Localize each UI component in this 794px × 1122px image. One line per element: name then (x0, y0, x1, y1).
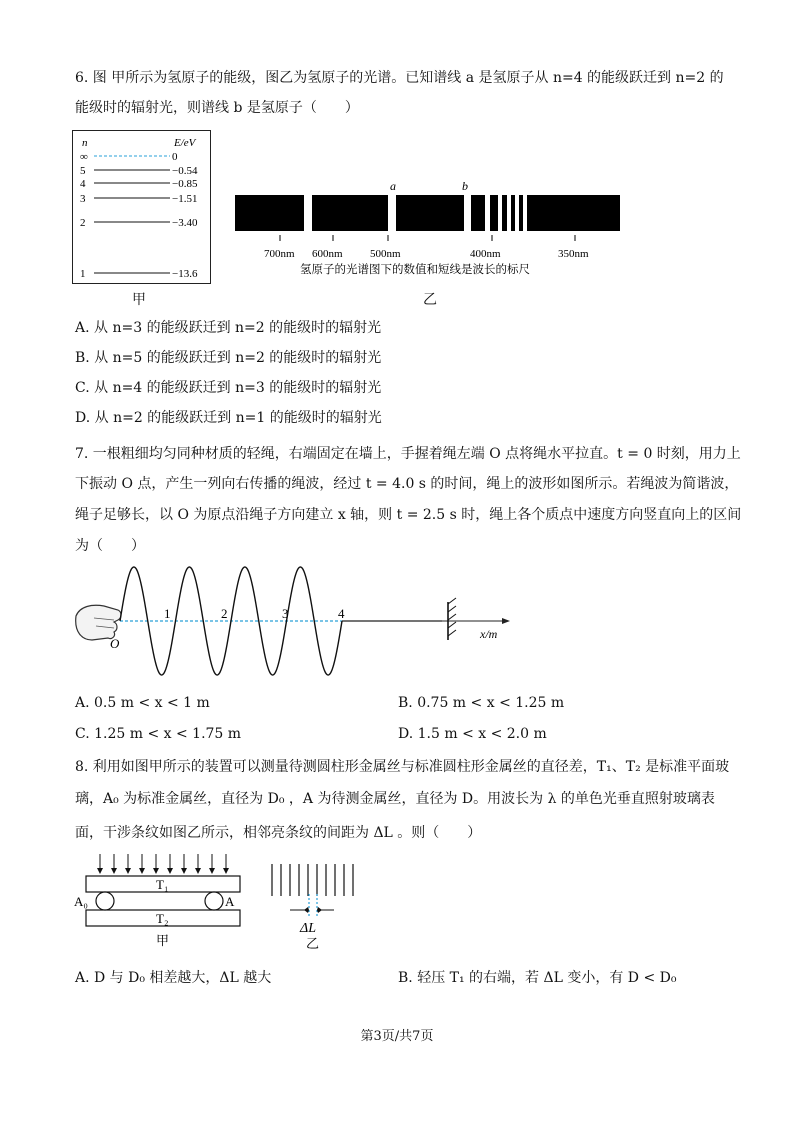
q7-stem-line-2: 下振动 O 点，产生一列向右传播的绳波，经过 t = 4.0 s 的时间，绳上的波形如图所示。若绳波为简谐波， (75, 476, 739, 492)
tick-label-700: 700nm (264, 248, 295, 260)
label-a0: A₀ (74, 894, 88, 909)
interference-apparatus (72, 850, 252, 955)
energy-level-e: −1.51 (172, 193, 198, 205)
page-footer: 第3页/共7页 (360, 1029, 434, 1044)
incident-light-arrows (97, 854, 229, 874)
header-n: n (82, 137, 88, 149)
spectrum-band (471, 195, 485, 231)
light-arrow-icon (181, 868, 187, 874)
q6-option-a[interactable]: A. 从 n=3 的能级跃迁到 n=2 的能级时的辐射光 (75, 320, 382, 336)
spectrum-note: 氢原子的光谱图下的数值和短线是波长的标尺 (300, 264, 530, 275)
spectrum-band (511, 195, 515, 231)
label-t1: T₁ (156, 877, 169, 892)
fig-jia-caption-q8: 甲 (156, 933, 170, 948)
tick-label-500: 500nm (370, 248, 401, 260)
fringe-lines (272, 864, 353, 896)
tick-label-350: 350nm (558, 248, 589, 260)
label-delta-l: ΔL (300, 921, 317, 936)
hand-icon (76, 605, 121, 640)
dl-arrow-right-icon (317, 907, 322, 913)
energy-level-n: ∞ (80, 151, 88, 163)
energy-level-n: 5 (80, 165, 86, 177)
spectrum-band (235, 195, 304, 231)
energy-level-n: 3 (80, 193, 86, 205)
energy-level-n: 2 (80, 217, 86, 229)
light-arrow-icon (195, 868, 201, 874)
energy-level-e: −3.40 (172, 217, 198, 229)
q8-stem-line-1: 8. 利用如图甲所示的装置可以测量待测圆柱形金属丝与标准圆柱形金属丝的直径差，T₁、T₂ 是标准平面玻 (75, 759, 730, 775)
spectrum-band (527, 195, 620, 231)
interference-fringes (262, 858, 372, 953)
fixed-wall-icon (448, 598, 456, 640)
tick-label-400: 400nm (470, 248, 501, 260)
light-arrow-icon (167, 868, 173, 874)
wavelength-scale (264, 235, 589, 260)
q8-stem-line-3: 面，干涉条纹如图乙所示，相邻亮条纹的间距为 ΔL 。则（ ） (75, 825, 482, 841)
q7-stem-line-4: 为（ ） (75, 538, 145, 554)
x-axis-arrow-icon (502, 618, 510, 624)
fig-yi-caption-q6: 乙 (423, 292, 437, 308)
light-arrow-icon (209, 868, 215, 874)
spectrum-band (502, 195, 507, 231)
energy-level-e: −0.85 (172, 178, 198, 190)
q7-stem-line-1: 7. 一根粗细均匀同种材质的轻绳，右端固定在墙上，手握着绳左端 O 点将绳水平拉直。t = 0 时刻，用力上 (75, 446, 741, 462)
energy-level-e: −13.6 (172, 268, 198, 280)
q6-option-b[interactable]: B. 从 n=5 的能级跃迁到 n=2 的能级时的辐射光 (75, 350, 382, 366)
energy-level-e: −0.54 (172, 165, 198, 177)
axis-label-x: x/m (480, 627, 498, 641)
q7-stem-line-3: 绳子足够长，以 O 为原点沿绳子方向建立 x 轴，则 t = 2.5 s 时，绳上各个质点中速度方向竖直向上的区间 (75, 507, 742, 523)
origin-label: O (110, 636, 120, 651)
q6-option-d[interactable]: D. 从 n=2 的能级跃迁到 n=1 的能级时的辐射光 (75, 410, 382, 426)
dl-arrow-left-icon (304, 907, 309, 913)
energy-diagram-frame (73, 131, 211, 284)
header-e: E/eV (174, 137, 196, 149)
fig-yi-caption-q8: 乙 (306, 936, 320, 951)
light-arrow-icon (111, 868, 117, 874)
energy-level-n: 4 (80, 178, 86, 190)
q8-option-b[interactable]: B. 轻压 T₁ 的右端，若 ΔL 变小，有 D < D₀ (398, 970, 677, 986)
spectrum-band (490, 195, 498, 231)
q7-option-d[interactable]: D. 1.5 m < x < 2.0 m (398, 726, 547, 742)
axis-mark-4: 4 (338, 606, 345, 621)
q6-stem-line-1: 6. 图 甲所示为氢原子的能级，图乙为氢原子的光谱。已知谱线 a 是氢原子从 n=4 的能级跃迁到 n=2 的 (75, 70, 724, 86)
rope-wave-figure (70, 560, 530, 680)
light-arrow-icon (153, 868, 159, 874)
q7-option-c[interactable]: C. 1.25 m < x < 1.75 m (75, 726, 242, 742)
spectrum-label-a: a (390, 179, 396, 193)
light-arrow-icon (139, 868, 145, 874)
tick-label-600: 600nm (312, 248, 343, 260)
light-arrow-icon (223, 868, 229, 874)
q7-option-b[interactable]: B. 0.75 m < x < 1.25 m (398, 695, 565, 711)
rope-wave-curve (120, 567, 342, 675)
q7-option-a[interactable]: A. 0.5 m < x < 1 m (75, 695, 210, 711)
energy-level-e: 0 (172, 151, 178, 163)
hydrogen-spectrum (230, 175, 630, 275)
wire-a (205, 892, 223, 910)
spectrum-band (519, 195, 523, 231)
spectrum-band (396, 195, 464, 231)
spectrum-label-b: b (462, 179, 468, 193)
q8-option-a[interactable]: A. D 与 D₀ 相差越大，ΔL 越大 (75, 970, 272, 986)
wire-a0 (96, 892, 114, 910)
q6-option-c[interactable]: C. 从 n=4 的能级跃迁到 n=3 的能级时的辐射光 (75, 380, 382, 396)
label-t2: T₂ (156, 911, 169, 926)
spectrum-bands (235, 195, 620, 231)
q8-stem-line-2: 璃，A₀ 为标准金属丝，直径为 D₀ ，A 为待测金属丝，直径为 D。用波长为 λ 的单色光垂直照射玻璃表 (75, 791, 715, 807)
energy-levels (80, 151, 198, 280)
axis-mark-3: 3 (282, 606, 289, 621)
axis-mark-2: 2 (221, 606, 228, 621)
label-a: A (225, 894, 235, 909)
fig-jia-caption-q6: 甲 (132, 292, 146, 308)
light-arrow-icon (97, 868, 103, 874)
light-arrow-icon (125, 868, 131, 874)
q6-stem-line-2: 能级时的辐射光，则谱线 b 是氢原子（ ） (75, 100, 359, 116)
energy-level-n: 1 (80, 268, 86, 280)
spectrum-band (312, 195, 388, 231)
energy-level-diagram (72, 130, 212, 290)
axis-mark-1: 1 (164, 606, 171, 621)
